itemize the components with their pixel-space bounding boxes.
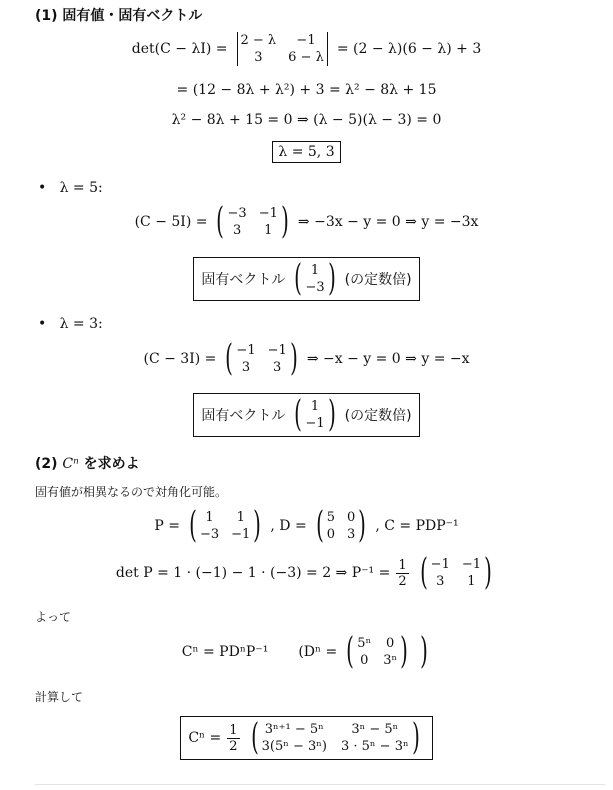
dn-matrix: ( 5ⁿ 0 0 3ⁿ ) (346, 631, 408, 672)
cell: 0 (347, 510, 356, 525)
eigenvalues-box (0, 141, 613, 163)
cell: 5 (326, 510, 336, 525)
cell: 3 (241, 360, 251, 375)
cell: 2 − λ (240, 33, 277, 48)
cell: 3 (232, 223, 242, 238)
cell: 1 (467, 574, 476, 589)
pinv-matrix: ( −1 −1 3 1 ) (419, 552, 492, 593)
cell: 0 (386, 636, 395, 651)
detp-equation (0, 552, 613, 593)
dn-close-paren: ) (420, 631, 429, 672)
case1-matrix: ( −3 −1 3 1 ) (216, 201, 289, 242)
expansion-equation: = (12 − 8λ + λ²) + 3 = λ² − 8λ + 15 (176, 82, 437, 98)
cell: 3 (347, 527, 356, 542)
cell: 1 (205, 510, 214, 525)
cn-result-matrix: ( 3ⁿ⁺¹ − 5ⁿ 3ⁿ − 5ⁿ 3(5ⁿ − 3ⁿ) 3 · 5ⁿ − 3ⁿ ) (250, 717, 420, 758)
half-fraction (227, 723, 239, 754)
case1-eigvec-box (0, 257, 613, 301)
scalar-note: (の定数倍) (344, 408, 412, 424)
char-equation: λ² − 8λ + 15 = 0 ⇒ (λ − 5)(λ − 3) = 0 (171, 112, 442, 128)
pd-equation (0, 505, 613, 546)
cell: 3ⁿ (383, 653, 398, 668)
case2-matrix: ( −1 −1 3 3 ) (225, 338, 298, 379)
cell: 3ⁿ⁺¹ − 5ⁿ (264, 722, 324, 737)
cn-result-lhs: Cⁿ = (188, 730, 222, 746)
vec-label: 固有ベクトル (201, 408, 286, 424)
cn-lhs: Cⁿ = PDⁿP⁻¹ (181, 644, 269, 660)
cell: 1 (264, 223, 273, 238)
bullet-label: λ = 5: (59, 180, 103, 196)
eigenvalues: λ = 5, 3 (278, 144, 335, 160)
cell: −1 (461, 557, 482, 572)
bottom-divider (35, 784, 605, 785)
cell: 3 (254, 50, 263, 65)
bullet-lambda-5: • λ = 5: (38, 180, 103, 196)
scalar-note: (の定数倍) (344, 272, 412, 288)
d-matrix: ( 5 0 0 3 ) (315, 505, 367, 546)
p-lhs: P = (154, 518, 180, 534)
numerator: 1 (229, 722, 238, 738)
c-def: , C = PDP⁻¹ (375, 518, 459, 534)
bullet-lambda-3: • λ = 3: (38, 316, 103, 332)
bullet-label: λ = 3: (59, 316, 103, 332)
cell: 3 (273, 360, 282, 375)
case2-lhs: (C − 3I) = (143, 351, 217, 367)
title-pre: (2) (35, 456, 63, 472)
cell: 3 (436, 574, 445, 589)
cell: −3 (305, 280, 325, 295)
det-matrix (234, 32, 331, 66)
cell: −1 (267, 343, 287, 358)
case2-eigvec-box (0, 393, 613, 437)
det-equation (0, 32, 613, 66)
cell: 6 − λ (288, 50, 324, 65)
title-cn: Cⁿ (62, 456, 79, 472)
case1-rhs: ⇒ −3x − y = 0 ⇒ y = −3x (297, 214, 479, 230)
detp-lhs: det P = 1 · (−1) − 1 · (−3) = 2 ⇒ P⁻¹ = (115, 565, 391, 581)
cell: 3(5ⁿ − 3ⁿ) (261, 739, 327, 754)
denominator: 2 (398, 573, 407, 589)
numerator: 1 (398, 557, 407, 573)
keisan-text: 計算して (35, 690, 84, 704)
denominator: 2 (229, 738, 238, 754)
cell: 1 (236, 510, 245, 525)
cell: 3 · 5ⁿ − 3ⁿ (340, 739, 409, 754)
cell: −3 (227, 206, 247, 221)
cell: −1 (231, 527, 251, 542)
section-2-intro: 固有値が相異なるので対角化可能。 (35, 485, 228, 499)
cn-result-box (0, 716, 613, 760)
cell: 0 (360, 653, 369, 668)
d-lhs: , D = (270, 518, 307, 534)
case2-equation (0, 338, 613, 379)
cell: −1 (236, 343, 256, 358)
case1-vector: ( 1 −3 ) (294, 258, 336, 299)
cell: 1 (310, 263, 320, 278)
case1-equation (0, 201, 613, 242)
half-fraction (396, 558, 408, 589)
cell: −1 (305, 416, 325, 431)
cell: −1 (258, 206, 278, 221)
cell: 3ⁿ − 5ⁿ (351, 722, 399, 737)
case2-vector: ( 1 −1 ) (294, 394, 336, 435)
cell: 1 (310, 399, 320, 414)
title-post: を求めよ (78, 456, 140, 472)
vec-label: 固有ベクトル (201, 272, 286, 288)
det-rhs: = (2 − λ)(6 − λ) + 3 (336, 41, 482, 57)
cell: −3 (199, 527, 220, 542)
case2-rhs: ⇒ −x − y = 0 ⇒ y = −x (306, 351, 470, 367)
det-lhs: det(C − λI) = (131, 41, 228, 57)
case1-lhs: (C − 5I) = (134, 214, 208, 230)
yotte-text: よって (35, 610, 72, 624)
section-1-title: (1) 固有値・固有ベクトル (35, 8, 203, 24)
cell: 5ⁿ (357, 636, 372, 651)
cell: 0 (326, 527, 336, 542)
cn-equation (0, 631, 613, 672)
section-2-title (35, 453, 140, 473)
p-matrix: ( 1 1 −3 −1 ) (189, 505, 262, 546)
cell: −1 (430, 557, 450, 572)
cell: −1 (296, 33, 316, 48)
dn-lhs: (Dⁿ = (298, 644, 338, 660)
